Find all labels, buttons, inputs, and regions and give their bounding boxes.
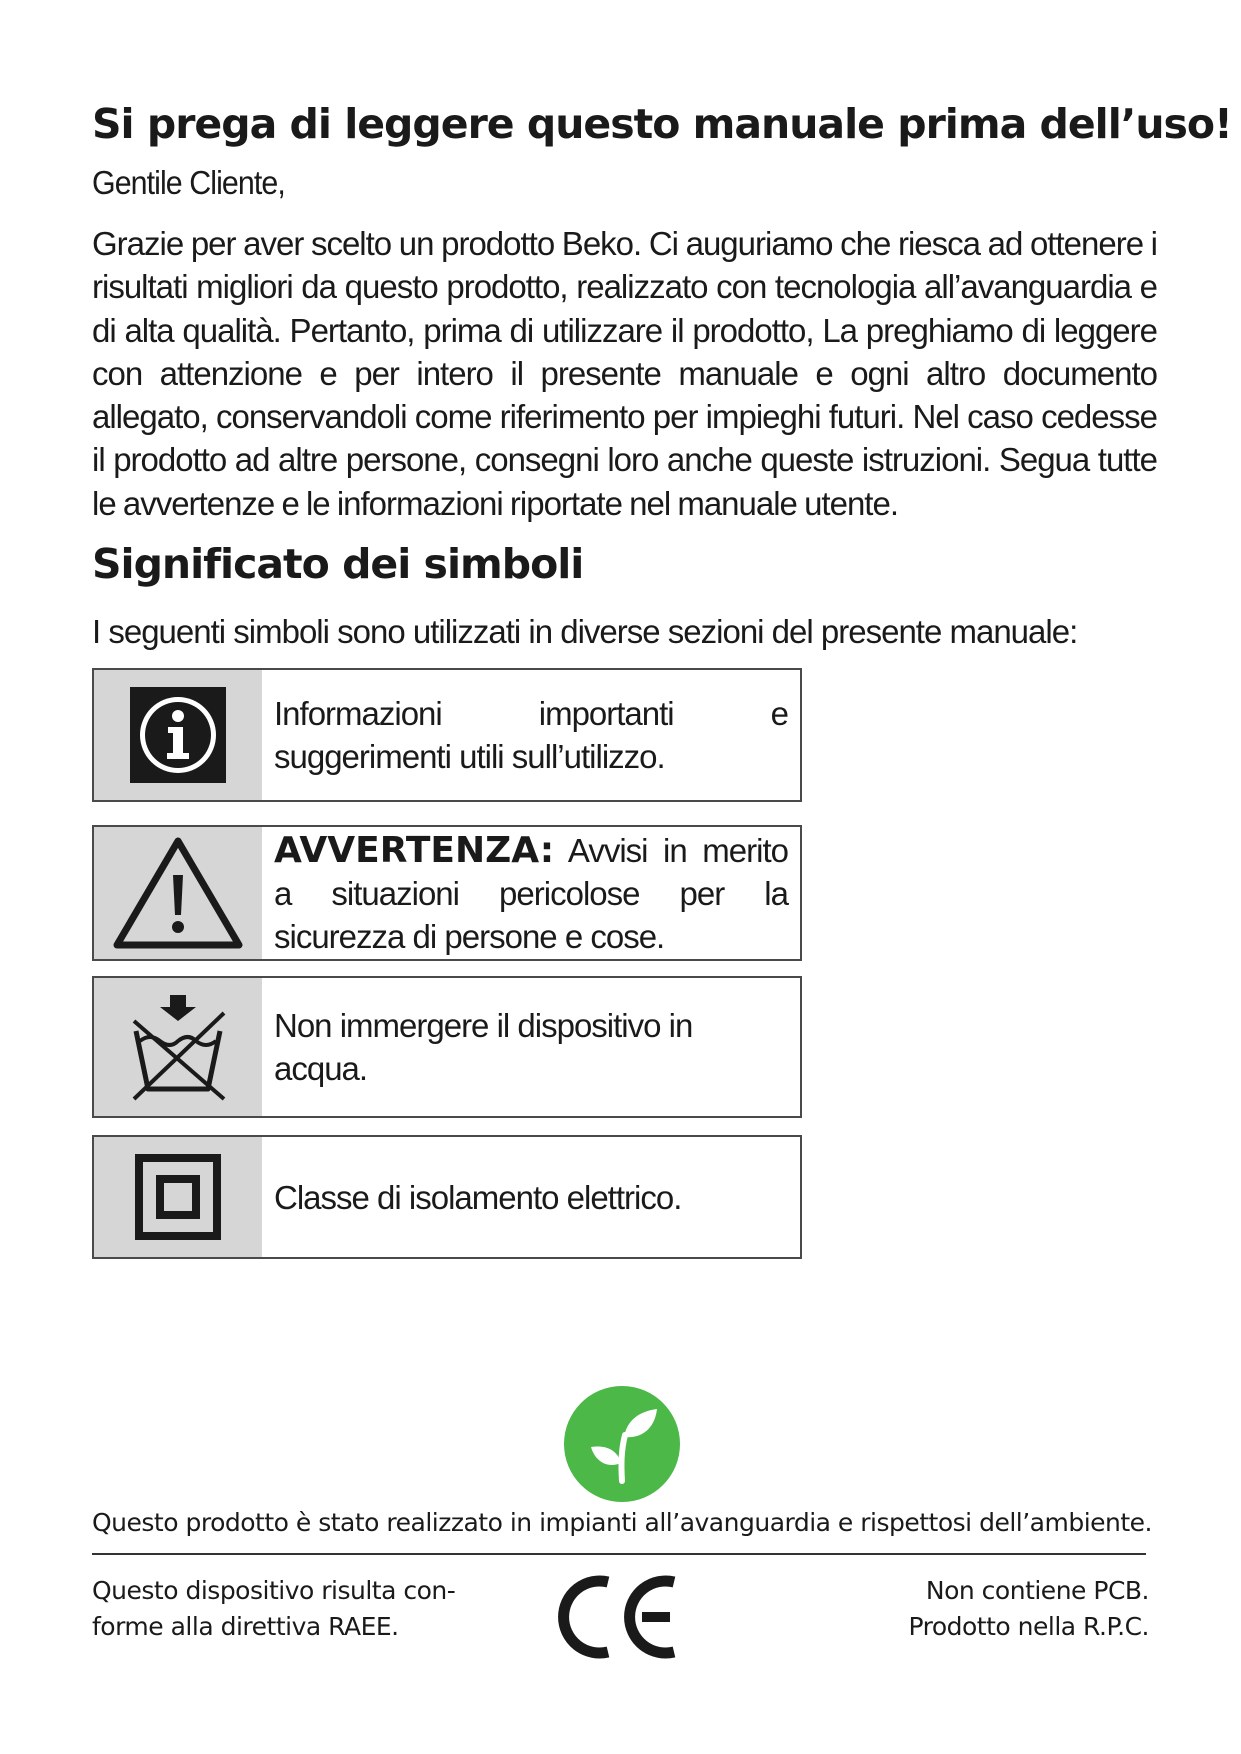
symbol-description: Avvisi in merito a situazioni pericolose per la sicurezza di persone e cose. bbox=[274, 831, 788, 955]
raee-compliance: Questo dispositivo risulta con- forme alla direttiva RAEE. bbox=[92, 1576, 456, 1641]
double-insulation-icon bbox=[135, 1154, 221, 1240]
page-title: Si prega di leggere questo manuale prima dell’uso! bbox=[92, 100, 1232, 148]
symbols-section-title: Significato dei simboli bbox=[92, 540, 584, 588]
symbol-row-warning bbox=[92, 825, 802, 961]
intro-paragraph: Grazie per aver scelto un prodotto Beko. Ci auguriamo che riesca ad ottenere i risultati migliori da questo prodotto, realizzato con tecnologia all’avanguardia e di alta qualità. Pertanto, prima di utilizzare il prodotto, La preghiamo di leggere con attenzione e per intero il presente manuale e ogni altro documento allegato, conservandoli come riferimento per impieghi futuri. Nel caso cedesse il prodotto ad altre persone, consegni loro anche queste istruzioni. Segua tutte le avvertenze e le informazioni riportate nel manuale utente. bbox=[92, 225, 1157, 522]
warning-icon bbox=[111, 835, 245, 951]
leaf-icon bbox=[563, 1385, 681, 1503]
symbol-row-insulation bbox=[92, 1135, 802, 1259]
symbol-row-info bbox=[92, 668, 802, 802]
symbol-description: Non immergere il dispositivo in acqua. bbox=[274, 1007, 693, 1087]
eco-statement: Questo prodotto è stato realizzato in impianti all’avanguardia e rispettosi dell’ambiente. bbox=[92, 1508, 1153, 1537]
no-water-immersion-icon bbox=[126, 991, 230, 1103]
warning-label: AVVERTENZA: bbox=[274, 829, 555, 871]
symbol-description: Informazioni importanti e suggerimenti utili sull’utilizzo. bbox=[274, 695, 788, 775]
greeting: Gentile Cliente, bbox=[92, 164, 285, 201]
symbol-row-no-immersion bbox=[92, 976, 802, 1118]
info-icon bbox=[130, 687, 226, 783]
symbol-description: Classe di isolamento elettrico. bbox=[274, 1178, 682, 1216]
footer-divider bbox=[92, 1553, 1146, 1555]
ce-mark-icon bbox=[556, 1572, 684, 1662]
symbols-lead: I seguenti simboli sono utilizzati in diverse sezioni del presente manuale: bbox=[92, 613, 1078, 650]
pcb-origin-info: Non contiene PCB. Prodotto nella R.P.C. bbox=[908, 1576, 1149, 1641]
